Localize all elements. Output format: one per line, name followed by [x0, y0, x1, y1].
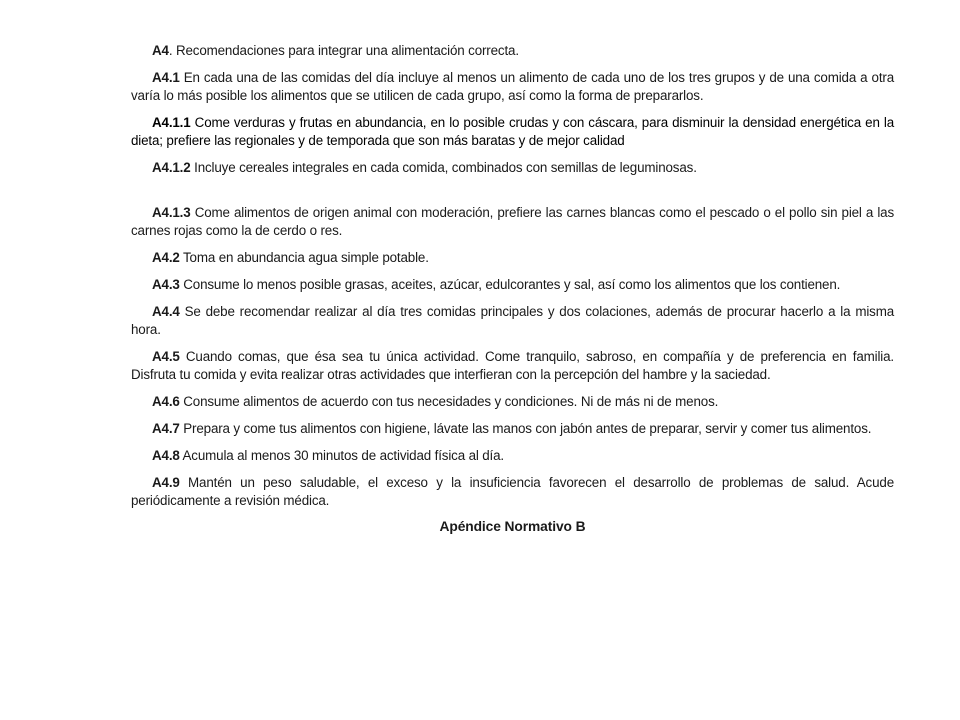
section-code: A4.4	[152, 304, 180, 319]
section-code: A4	[152, 43, 169, 58]
paragraph-text: Incluye cereales integrales en cada comida, combinados con semillas de leguminosas.	[190, 160, 697, 175]
paragraph-text: Come verduras y frutas en abundancia, en lo posible crudas y con cáscara, para disminuir la densidad energética en la dieta; prefiere las regionales y de temporada que son más baratas y de mejor calidad	[131, 115, 894, 148]
paragraph-text: Acumula al menos 30 minutos de actividad física al día.	[179, 448, 505, 463]
document-page	[131, 42, 894, 534]
paragraph-text: Mantén un peso saludable, el exceso y la insuficiencia favorecen el desarrollo de problemas de salud. Acude periódicamente a revisión médica.	[131, 475, 894, 508]
section-code: A4.6	[152, 394, 180, 409]
paragraph-text: En cada una de las comidas del día incluye al menos un alimento de cada uno de los tres grupos y de una comida a otra varía lo más posible los alimentos que se utilicen de cada grupo, así como la forma de prepararlos.	[131, 70, 894, 103]
section-code: A4.3	[152, 277, 180, 292]
paragraph-a4-1	[131, 69, 894, 105]
paragraph-text: Toma en abundancia agua simple potable.	[179, 250, 429, 265]
paragraph-text: Cuando comas, que ésa sea tu única actividad. Come tranquilo, sabroso, en compañía y de preferencia en familia. Disfruta tu comida y evita realizar otras actividades que interfieran con la percepción del hambre y la saciedad.	[131, 349, 894, 382]
paragraph-a4-6	[131, 393, 894, 411]
paragraph-a4-1-1	[131, 114, 894, 150]
paragraph-text: Come alimentos de origen animal con moderación, prefiere las carnes blancas como el pescado o el pollo sin piel a las carnes rojas como la de cerdo o res.	[131, 205, 894, 238]
paragraph-a4-7	[131, 420, 894, 438]
paragraph-text: Consume lo menos posible grasas, aceites, azúcar, edulcorantes y sal, así como los alimentos que los contienen.	[179, 277, 841, 292]
section-code: A4.9	[152, 475, 180, 490]
paragraph-a4-3	[131, 276, 894, 294]
section-code: A4.2	[152, 250, 180, 265]
paragraph-text: . Recomendaciones para integrar una alimentación correcta.	[168, 43, 519, 58]
paragraph-text: Consume alimentos de acuerdo con tus necesidades y condiciones. Ni de más ni de menos.	[179, 394, 719, 409]
paragraph-a4-2	[131, 249, 894, 267]
paragraph-a4-1-3	[131, 204, 894, 240]
paragraph-a4-5	[131, 348, 894, 384]
section-code: A4.1.2	[152, 160, 191, 175]
section-code: A4.1.3	[152, 205, 191, 220]
paragraph-a4-8	[131, 447, 894, 465]
section-code: A4.5	[152, 349, 180, 364]
section-code: A4.1	[152, 70, 180, 85]
paragraph-a4-1-2	[131, 159, 894, 177]
paragraph-a4-4	[131, 303, 894, 339]
appendix-title: Apéndice Normativo B	[439, 519, 586, 534]
section-code: A4.1.1	[152, 115, 191, 130]
paragraph-text: Prepara y come tus alimentos con higiene, lávate las manos con jabón antes de preparar, servir y comer tus alimentos.	[179, 421, 872, 436]
paragraph-a4-9	[131, 474, 894, 510]
section-code: A4.7	[152, 421, 180, 436]
section-code: A4.8	[152, 448, 180, 463]
paragraph-text: Se debe recomendar realizar al día tres comidas principales y dos colaciones, además de procurar hacerlo a la misma hora.	[131, 304, 894, 337]
paragraph-a4	[131, 42, 894, 60]
